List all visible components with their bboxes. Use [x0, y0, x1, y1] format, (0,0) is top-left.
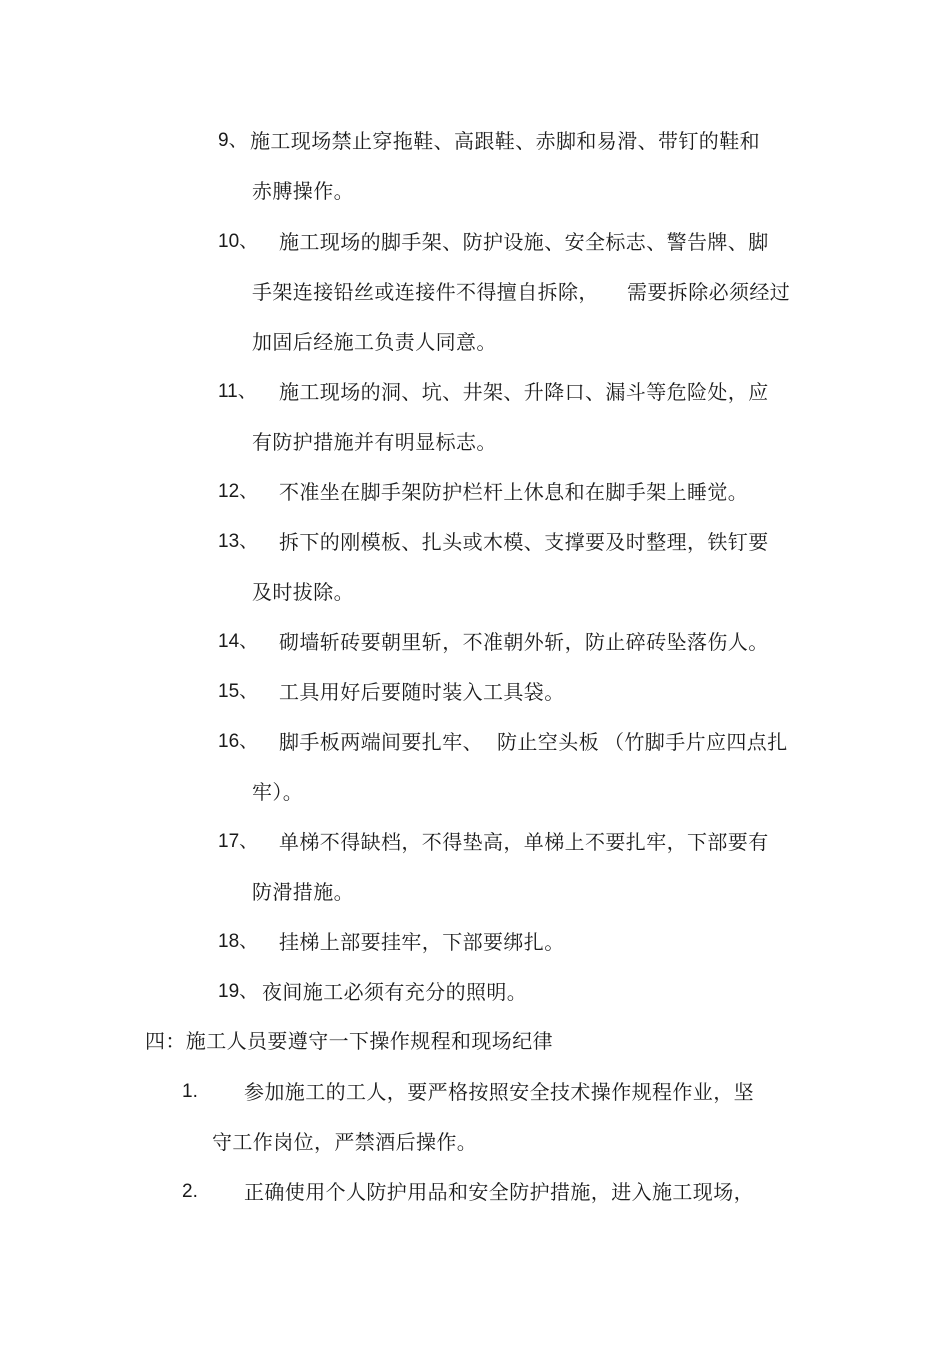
- item-10-line-2a: 手架连接铅丝或连接件不得擅自拆除，: [252, 280, 599, 304]
- item-9-line-1: 施工现场禁止穿拖鞋、高跟鞋、赤脚和易滑、带钉的鞋和: [250, 129, 760, 153]
- item-16-line-1b: 防止空头板: [497, 730, 599, 754]
- item-13-line-2: 及时拔除。: [252, 580, 354, 604]
- item-15-number: 15、: [218, 681, 259, 702]
- section-item-2-line-1: 正确使用个人防护用品和安全防护措施，进入施工现场，: [244, 1180, 754, 1204]
- item-9-line-2: 赤膊操作。: [252, 179, 354, 203]
- item-10-number: 10、: [218, 231, 259, 252]
- item-9-number: 9、: [218, 130, 248, 151]
- item-12-number: 12、: [218, 481, 259, 502]
- item-17-line-2: 防滑措施。: [252, 880, 354, 904]
- item-10-line-3: 加固后经施工负责人同意。: [252, 330, 497, 354]
- section-item-2-number: 2.: [182, 1181, 198, 1202]
- item-17-number: 17、: [218, 831, 259, 852]
- item-14-number: 14、: [218, 631, 259, 652]
- item-17-line-1: 单梯不得缺档，不得垫高，单梯上不要扎牢，下部要有: [279, 830, 769, 854]
- section-item-1-number: 1.: [182, 1081, 198, 1102]
- section-heading: 四：施工人员要遵守一下操作规程和现场纪律: [145, 1029, 553, 1053]
- item-12-line-1: 不准坐在脚手架防护栏杆上休息和在脚手架上睡觉。: [279, 480, 749, 504]
- item-18-number: 18、: [218, 931, 259, 952]
- section-item-1-line-2: 守工作岗位，严禁酒后操作。: [212, 1130, 478, 1154]
- item-16-line-1c: （竹脚手片应四点扎: [604, 730, 788, 754]
- item-11-number: 11、: [218, 381, 257, 402]
- item-11-line-2: 有防护措施并有明显标志。: [252, 430, 497, 454]
- item-16-line-1a: 脚手板两端间要扎牢、: [279, 730, 483, 754]
- item-10-line-2b: 需要拆除必须经过: [627, 280, 791, 304]
- item-11-line-1: 施工现场的洞、坑、井架、升降口、漏斗等危险处，应: [279, 380, 769, 404]
- item-16-line-2: 牢）。: [252, 780, 304, 804]
- item-19-number: 19、: [218, 981, 259, 1002]
- item-13-line-1: 拆下的刚模板、扎头或木模、支撑要及时整理，铁钉要: [279, 530, 769, 554]
- item-13-number: 13、: [218, 531, 259, 552]
- item-19-line-1: 夜间施工必须有充分的照明。: [262, 980, 528, 1004]
- item-18-line-1: 挂梯上部要挂牢，下部要绑扎。: [279, 930, 565, 954]
- item-14-line-1: 砌墙斩砖要朝里斩，不准朝外斩，防止碎砖坠落伤人。: [279, 630, 769, 654]
- item-10-line-1: 施工现场的脚手架、防护设施、安全标志、警告牌、脚: [279, 230, 769, 254]
- item-16-number: 16、: [218, 731, 259, 752]
- section-item-1-line-1: 参加施工的工人，要严格按照安全技术操作规程作业，坚: [244, 1080, 754, 1104]
- item-15-line-1: 工具用好后要随时装入工具袋。: [279, 680, 565, 704]
